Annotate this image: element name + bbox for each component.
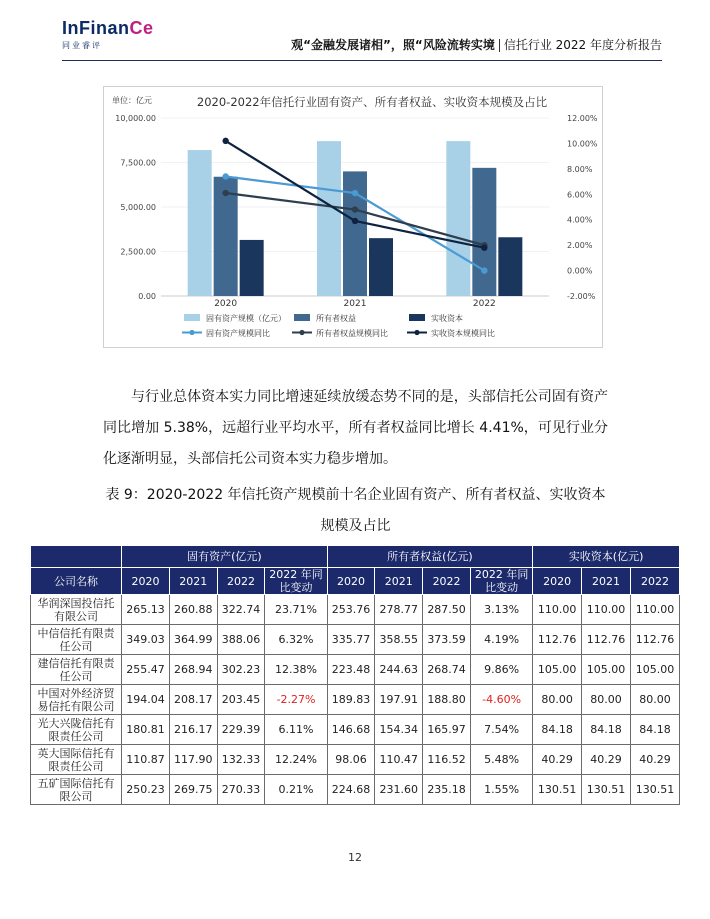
line-point-3-0	[222, 173, 228, 179]
value-cell-c2021: 130.51	[582, 775, 631, 805]
header-capital: 实收资本(亿元)	[533, 546, 680, 568]
value-cell-e2022: 235.18	[423, 775, 471, 805]
y-left-tick-label: 2,500.00	[120, 247, 156, 257]
value-cell-ayoy: 12.24%	[265, 745, 327, 775]
company-name-cell: 中国对外经济贸易信托有限公司	[31, 685, 122, 715]
value-cell-a2022: 388.06	[217, 625, 265, 655]
value-cell-a2020: 265.13	[122, 595, 170, 625]
value-cell-c2022: 84.18	[630, 715, 679, 745]
header-equity-yoy: 2022 年同比变动	[470, 568, 532, 595]
value-cell-c2021: 112.76	[582, 625, 631, 655]
table-row	[31, 775, 680, 805]
value-cell-a2020: 194.04	[122, 685, 170, 715]
bar-0-2020	[188, 150, 212, 296]
value-cell-a2022: 322.74	[217, 595, 265, 625]
value-cell-a2022: 132.33	[217, 745, 265, 775]
line-point-3-1	[352, 190, 358, 196]
y-left-tick-label: 5,000.00	[120, 203, 156, 212]
value-cell-e2020: 224.68	[327, 775, 375, 805]
value-cell-c2020: 112.76	[533, 625, 582, 655]
value-cell-eyoy: 3.13%	[470, 595, 532, 625]
header-capital-2022: 2022	[630, 568, 679, 595]
bar-0-2022	[446, 141, 470, 296]
value-cell-e2021: 110.47	[375, 745, 423, 775]
value-cell-e2022: 116.52	[423, 745, 471, 775]
value-cell-c2022: 112.76	[630, 625, 679, 655]
value-cell-c2020: 40.29	[533, 745, 582, 775]
value-cell-c2020: 110.00	[533, 595, 582, 625]
line-point-5-2	[481, 244, 487, 250]
value-cell-a2021: 364.99	[169, 625, 217, 655]
value-cell-a2022: 270.33	[217, 775, 265, 805]
value-cell-eyoy: 9.86%	[470, 655, 532, 685]
header-company-name: 公司名称	[31, 568, 122, 595]
x-tick-label: 2021	[343, 299, 367, 309]
header-capital-2020: 2020	[533, 568, 582, 595]
x-tick-label: 2022	[472, 299, 496, 309]
value-cell-eyoy: -4.60%	[470, 685, 532, 715]
value-cell-e2021: 278.77	[375, 595, 423, 625]
table-title: 表 9：2020-2022 年信托资产规模前十名企业固有资产、所有者权益、实收资本规模及占比	[105, 487, 606, 534]
header-divider	[62, 60, 662, 61]
chart-unit-label: 单位：亿元	[112, 96, 152, 105]
company-name-cell: 光大兴陇信托有限责任公司	[31, 715, 122, 745]
report-title	[291, 36, 662, 53]
value-cell-c2020: 105.00	[533, 655, 582, 685]
value-cell-e2021: 154.34	[375, 715, 423, 745]
y-right-tick-label: 2.00%	[567, 241, 593, 251]
value-cell-c2022: 105.00	[630, 655, 679, 685]
legend-label-5: 实收资本规模同比	[431, 329, 495, 338]
value-cell-ayoy: 0.21%	[265, 775, 327, 805]
table-sub-header-row	[31, 568, 680, 595]
value-cell-e2020: 223.48	[327, 655, 375, 685]
value-cell-ayoy: 6.32%	[265, 625, 327, 655]
logo-accent-text: Ce	[129, 18, 154, 38]
value-cell-a2020: 255.47	[122, 655, 170, 685]
value-cell-c2022: 130.51	[630, 775, 679, 805]
value-cell-e2021: 358.55	[375, 625, 423, 655]
company-name-cell: 建信信托有限责任公司	[31, 655, 122, 685]
header-assets-yoy: 2022 年同比变动	[265, 568, 327, 595]
value-cell-eyoy: 4.19%	[470, 625, 532, 655]
y-right-tick-label: 8.00%	[567, 164, 593, 174]
value-cell-c2021: 84.18	[582, 715, 631, 745]
y-right-tick-label: 4.00%	[567, 215, 593, 225]
value-cell-c2021: 40.29	[582, 745, 631, 775]
value-cell-a2021: 269.75	[169, 775, 217, 805]
line-point-5-0	[222, 138, 228, 144]
table-row	[31, 625, 680, 655]
value-cell-eyoy: 1.55%	[470, 775, 532, 805]
value-cell-e2022: 287.50	[423, 595, 471, 625]
company-name-cell: 五矿国际信托有限公司	[31, 775, 122, 805]
value-cell-e2021: 197.91	[375, 685, 423, 715]
header-assets-2022: 2022	[217, 568, 265, 595]
legend-swatch-0	[184, 314, 200, 321]
value-cell-e2022: 165.97	[423, 715, 471, 745]
page-header	[0, 0, 710, 68]
bar-0-2021	[317, 141, 341, 296]
value-cell-ayoy: 12.38%	[265, 655, 327, 685]
header-equity-2021: 2021	[375, 568, 423, 595]
chart-svg	[104, 87, 604, 349]
value-cell-ayoy: 23.71%	[265, 595, 327, 625]
legend-label-2: 实收资本	[431, 314, 463, 323]
y-right-tick-label: -2.00%	[567, 292, 596, 301]
value-cell-a2020: 250.23	[122, 775, 170, 805]
value-cell-e2020: 189.83	[327, 685, 375, 715]
value-cell-a2022: 203.45	[217, 685, 265, 715]
logo-main-text: InFinan	[62, 18, 130, 38]
value-cell-ayoy: 6.11%	[265, 715, 327, 745]
value-cell-e2021: 231.60	[375, 775, 423, 805]
value-cell-e2021: 244.63	[375, 655, 423, 685]
table-row	[31, 715, 680, 745]
value-cell-a2021: 268.94	[169, 655, 217, 685]
bar-2-2022	[498, 237, 522, 296]
table-row	[31, 685, 680, 715]
y-right-tick-label: 10.00%	[567, 139, 598, 149]
header-equity-2020: 2020	[327, 568, 375, 595]
value-cell-a2021: 117.90	[169, 745, 217, 775]
top-ten-trust-table	[30, 545, 680, 805]
header-assets: 固有资产(亿元)	[122, 546, 328, 568]
value-cell-c2021: 80.00	[582, 685, 631, 715]
header-blank	[31, 546, 122, 568]
table-body	[31, 595, 680, 805]
report-title-name: 信托行业 2022 年度分析报告	[503, 38, 662, 52]
value-cell-c2022: 110.00	[630, 595, 679, 625]
chart-title: 2020-2022年信托行业固有资产、所有者权益、实收资本规模及占比	[196, 95, 548, 109]
table-group-header-row	[31, 546, 680, 568]
line-point-5-1	[352, 218, 358, 224]
legend-swatch-1	[294, 314, 310, 321]
company-name-cell: 英大国际信托有限责任公司	[31, 745, 122, 775]
table-row	[31, 655, 680, 685]
y-right-tick-label: 6.00%	[567, 190, 593, 200]
infinance-logo	[62, 18, 154, 51]
legend-marker-4	[299, 330, 304, 335]
header-equity-2022: 2022	[423, 568, 471, 595]
x-tick-label: 2020	[214, 299, 238, 309]
value-cell-a2020: 349.03	[122, 625, 170, 655]
value-cell-c2020: 84.18	[533, 715, 582, 745]
legend-label-1: 所有者权益	[316, 314, 356, 323]
legend-marker-3	[189, 330, 194, 335]
header-equity: 所有者权益(亿元)	[327, 546, 533, 568]
value-cell-e2022: 373.59	[423, 625, 471, 655]
bar-1-2022	[472, 168, 496, 296]
line-point-4-1	[352, 206, 358, 212]
value-cell-e2020: 335.77	[327, 625, 375, 655]
value-cell-e2022: 268.74	[423, 655, 471, 685]
line-point-3-2	[481, 267, 487, 273]
report-title-slogan: 观“金融发展诸相”，照“风险流转实境	[291, 38, 495, 52]
table-row	[31, 745, 680, 775]
line-point-4-0	[222, 190, 228, 196]
value-cell-a2021: 208.17	[169, 685, 217, 715]
value-cell-a2020: 110.87	[122, 745, 170, 775]
legend-label-0: 固有资产规模（亿元）	[206, 314, 286, 323]
value-cell-c2021: 110.00	[582, 595, 631, 625]
value-cell-a2022: 229.39	[217, 715, 265, 745]
value-cell-eyoy: 7.54%	[470, 715, 532, 745]
value-cell-c2022: 40.29	[630, 745, 679, 775]
logo-subtitle: 同业睿评	[62, 41, 102, 50]
title-separator	[499, 39, 500, 52]
value-cell-c2020: 130.51	[533, 775, 582, 805]
bar-2-2020	[240, 240, 264, 296]
value-cell-c2021: 105.00	[582, 655, 631, 685]
y-left-tick-label: 10,000.00	[115, 114, 156, 123]
analysis-paragraph: 与行业总体资本实力同比增速延续放缓态势不同的是，头部信托公司固有资产同比增加 5.38%，远超行业平均水平，所有者权益同比增长 4.41%，可见行业分化逐渐明显，头部信托公司资本实力稳步增加。	[103, 389, 608, 467]
value-cell-a2020: 180.81	[122, 715, 170, 745]
bar-2-2021	[369, 238, 393, 296]
value-cell-ayoy: -2.27%	[265, 685, 327, 715]
value-cell-eyoy: 5.48%	[470, 745, 532, 775]
table-row	[31, 595, 680, 625]
value-cell-c2022: 80.00	[630, 685, 679, 715]
y-right-tick-label: 12.00%	[567, 114, 598, 123]
legend-label-4: 所有者权益规模同比	[316, 329, 388, 338]
trust-capital-chart	[103, 86, 603, 348]
legend-label-3: 固有资产规模同比	[206, 329, 270, 338]
legend-marker-5	[414, 330, 419, 335]
y-right-tick-label: 0.00%	[567, 266, 593, 276]
company-name-cell: 中信信托有限责任公司	[31, 625, 122, 655]
value-cell-a2022: 302.23	[217, 655, 265, 685]
value-cell-a2021: 260.88	[169, 595, 217, 625]
y-left-tick-label: 7,500.00	[120, 158, 156, 168]
value-cell-e2020: 146.68	[327, 715, 375, 745]
header-assets-2021: 2021	[169, 568, 217, 595]
page-number: 12	[348, 851, 362, 864]
value-cell-e2020: 98.06	[327, 745, 375, 775]
header-assets-2020: 2020	[122, 568, 170, 595]
y-left-tick-label: 0.00	[138, 292, 156, 301]
value-cell-a2021: 216.17	[169, 715, 217, 745]
company-name-cell: 华润深国投信托有限公司	[31, 595, 122, 625]
value-cell-e2020: 253.76	[327, 595, 375, 625]
header-capital-2021: 2021	[582, 568, 631, 595]
legend-swatch-2	[409, 314, 425, 321]
value-cell-c2020: 80.00	[533, 685, 582, 715]
value-cell-e2022: 188.80	[423, 685, 471, 715]
